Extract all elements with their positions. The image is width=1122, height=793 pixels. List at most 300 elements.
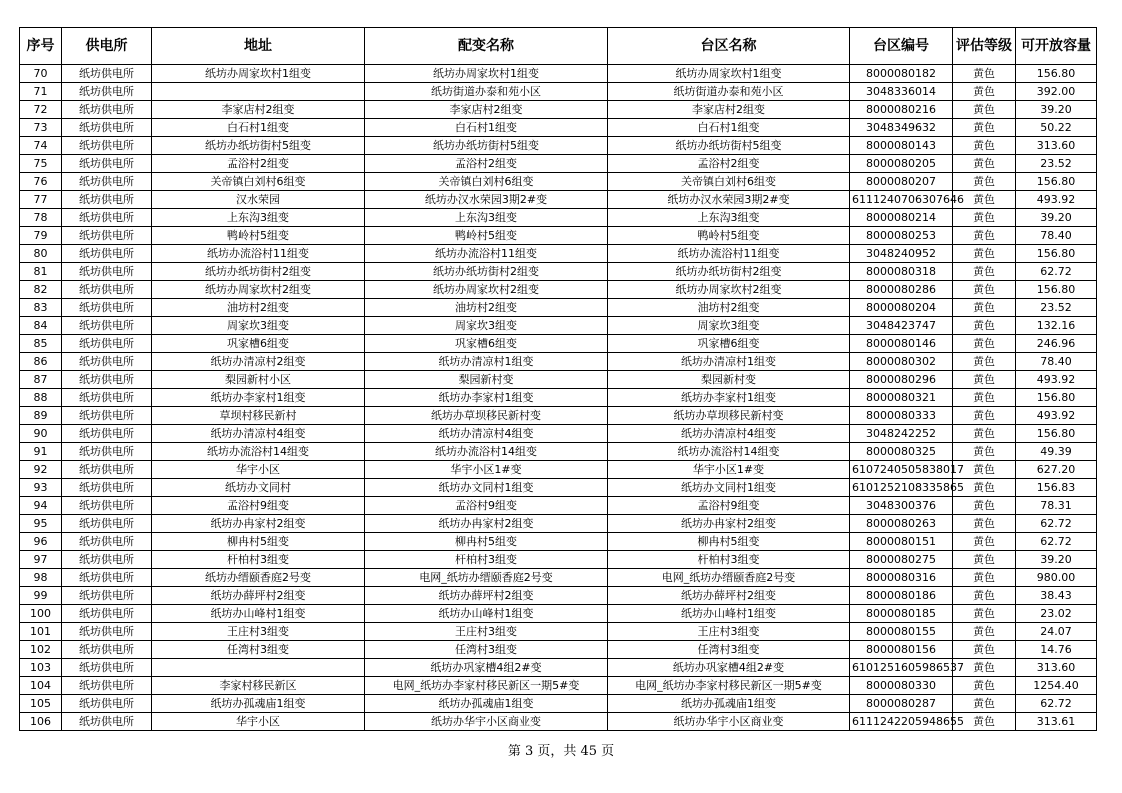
cell-transformer: 杆柏村3组变	[365, 551, 608, 569]
cell-transformer: 电网_纸坊办李家村移民新区一期5#变	[365, 677, 608, 695]
cell-area-code: 8000080321	[850, 389, 953, 407]
cell-station: 纸坊供电所	[62, 227, 152, 245]
cell-address: 纸坊办山峰村1组变	[152, 605, 365, 623]
cell-transformer: 纸坊办李家村1组变	[365, 389, 608, 407]
cell-capacity: 23.52	[1016, 155, 1097, 173]
cell-capacity: 156.80	[1016, 281, 1097, 299]
cell-transformer: 任湾村3组变	[365, 641, 608, 659]
cell-transformer: 纸坊办流浴村11组变	[365, 245, 608, 263]
cell-level: 黄色	[953, 65, 1016, 83]
cell-seq: 105	[20, 695, 62, 713]
cell-seq: 100	[20, 605, 62, 623]
cell-address: 鸭岭村5组变	[152, 227, 365, 245]
cell-address: 纸坊办孤魂庙1组变	[152, 695, 365, 713]
page-footer: 第 3 页，共 45 页	[507, 744, 615, 759]
cell-area-code: 8000080287	[850, 695, 953, 713]
cell-transformer: 电网_纸坊办缙颐香庭2号变	[365, 569, 608, 587]
cell-seq: 95	[20, 515, 62, 533]
cell-capacity: 313.60	[1016, 137, 1097, 155]
cell-level: 黄色	[953, 461, 1016, 479]
cell-area-code: 6111240706307646	[850, 191, 953, 209]
cell-seq: 90	[20, 425, 62, 443]
cell-level: 黄色	[953, 137, 1016, 155]
cell-capacity: 62.72	[1016, 695, 1097, 713]
cell-seq: 83	[20, 299, 62, 317]
table-row	[20, 119, 1097, 137]
cell-address: 巩家槽6组变	[152, 335, 365, 353]
cell-address: 李家村移民新区	[152, 677, 365, 695]
table-row	[20, 497, 1097, 515]
cell-station: 纸坊供电所	[62, 299, 152, 317]
table-row	[20, 533, 1097, 551]
cell-address: 纸坊办流浴村14组变	[152, 443, 365, 461]
cell-capacity: 156.80	[1016, 425, 1097, 443]
table-row	[20, 641, 1097, 659]
cell-capacity: 24.07	[1016, 623, 1097, 641]
cell-level: 黄色	[953, 299, 1016, 317]
cell-address: 纸坊办文同村	[152, 479, 365, 497]
table-row	[20, 353, 1097, 371]
table-body	[20, 65, 1097, 731]
table-row	[20, 281, 1097, 299]
cell-area-code: 8000080286	[850, 281, 953, 299]
cell-address: 华宇小区	[152, 713, 365, 731]
cell-station: 纸坊供电所	[62, 659, 152, 677]
header-seq: 序号	[20, 28, 62, 65]
cell-area-code: 6101251605986537	[850, 659, 953, 677]
cell-address: 白石村1组变	[152, 119, 365, 137]
cell-station: 纸坊供电所	[62, 479, 152, 497]
cell-level: 黄色	[953, 551, 1016, 569]
cell-level: 黄色	[953, 533, 1016, 551]
cell-capacity: 493.92	[1016, 407, 1097, 425]
table-row	[20, 587, 1097, 605]
cell-transformer: 纸坊办孤魂庙1组变	[365, 695, 608, 713]
cell-area-name: 纸坊办周家坎村2组变	[608, 281, 850, 299]
cell-level: 黄色	[953, 227, 1016, 245]
cell-seq: 101	[20, 623, 62, 641]
cell-seq: 104	[20, 677, 62, 695]
table-row	[20, 695, 1097, 713]
cell-seq: 86	[20, 353, 62, 371]
cell-level: 黄色	[953, 587, 1016, 605]
cell-transformer: 纸坊办周家坎村1组变	[365, 65, 608, 83]
cell-level: 黄色	[953, 407, 1016, 425]
cell-address: 梨园新村小区	[152, 371, 365, 389]
cell-seq: 74	[20, 137, 62, 155]
cell-area-name: 纸坊办山峰村1组变	[608, 605, 850, 623]
cell-address: 王庄村3组变	[152, 623, 365, 641]
cell-station: 纸坊供电所	[62, 533, 152, 551]
table-row	[20, 155, 1097, 173]
cell-area-code: 8000080186	[850, 587, 953, 605]
header-address: 地址	[152, 28, 365, 65]
cell-area-name: 关帝镇白刘村6组变	[608, 173, 850, 191]
header-transformer: 配变名称	[365, 28, 608, 65]
cell-area-code: 3048300376	[850, 497, 953, 515]
cell-area-name: 周家坎3组变	[608, 317, 850, 335]
cell-area-name: 柳冉村5组变	[608, 533, 850, 551]
cell-capacity: 493.92	[1016, 191, 1097, 209]
cell-level: 黄色	[953, 317, 1016, 335]
cell-transformer: 周家坎3组变	[365, 317, 608, 335]
header-area-code: 台区编号	[850, 28, 953, 65]
cell-level: 黄色	[953, 713, 1016, 731]
cell-area-code: 8000080151	[850, 533, 953, 551]
header-station: 供电所	[62, 28, 152, 65]
cell-capacity: 62.72	[1016, 263, 1097, 281]
cell-area-name: 纸坊办草坝移民新村变	[608, 407, 850, 425]
cell-capacity: 39.20	[1016, 209, 1097, 227]
cell-address: 孟浴村9组变	[152, 497, 365, 515]
cell-seq: 102	[20, 641, 62, 659]
cell-station: 纸坊供电所	[62, 191, 152, 209]
cell-station: 纸坊供电所	[62, 209, 152, 227]
cell-area-name: 纸坊办文同村1组变	[608, 479, 850, 497]
cell-area-name: 电网_纸坊办李家村移民新区一期5#变	[608, 677, 850, 695]
cell-transformer: 纸坊办纸坊街村5组变	[365, 137, 608, 155]
cell-area-name: 纸坊办清凉村1组变	[608, 353, 850, 371]
cell-capacity: 156.80	[1016, 65, 1097, 83]
cell-transformer: 关帝镇白刘村6组变	[365, 173, 608, 191]
cell-seq: 87	[20, 371, 62, 389]
cell-area-name: 纸坊办纸坊街村2组变	[608, 263, 850, 281]
cell-seq: 98	[20, 569, 62, 587]
data-table	[19, 27, 1097, 731]
cell-level: 黄色	[953, 659, 1016, 677]
cell-station: 纸坊供电所	[62, 407, 152, 425]
cell-station: 纸坊供电所	[62, 245, 152, 263]
cell-area-name: 纸坊办巩家槽4组2#变	[608, 659, 850, 677]
cell-area-name: 鸭岭村5组变	[608, 227, 850, 245]
cell-station: 纸坊供电所	[62, 173, 152, 191]
table-row	[20, 65, 1097, 83]
cell-level: 黄色	[953, 425, 1016, 443]
cell-area-code: 8000080296	[850, 371, 953, 389]
cell-capacity: 132.16	[1016, 317, 1097, 335]
cell-area-name: 纸坊办汉水荣园3期2#变	[608, 191, 850, 209]
header-row	[20, 28, 1097, 65]
cell-capacity: 493.92	[1016, 371, 1097, 389]
cell-area-code: 8000080155	[850, 623, 953, 641]
cell-station: 纸坊供电所	[62, 695, 152, 713]
cell-area-name: 纸坊街道办泰和苑小区	[608, 83, 850, 101]
cell-capacity: 313.60	[1016, 659, 1097, 677]
cell-transformer: 纸坊办薛坪村2组变	[365, 587, 608, 605]
cell-seq: 76	[20, 173, 62, 191]
cell-station: 纸坊供电所	[62, 83, 152, 101]
cell-level: 黄色	[953, 677, 1016, 695]
table-row	[20, 623, 1097, 641]
table-row	[20, 407, 1097, 425]
cell-area-code: 6107240505838017	[850, 461, 953, 479]
cell-capacity: 78.31	[1016, 497, 1097, 515]
cell-level: 黄色	[953, 641, 1016, 659]
cell-station: 纸坊供电所	[62, 371, 152, 389]
cell-station: 纸坊供电所	[62, 101, 152, 119]
table-row	[20, 479, 1097, 497]
cell-address: 纸坊办周家坎村1组变	[152, 65, 365, 83]
cell-capacity: 156.80	[1016, 245, 1097, 263]
cell-transformer: 纸坊办文同村1组变	[365, 479, 608, 497]
cell-capacity: 78.40	[1016, 227, 1097, 245]
cell-station: 纸坊供电所	[62, 263, 152, 281]
cell-area-code: 8000080214	[850, 209, 953, 227]
cell-area-code: 8000080330	[850, 677, 953, 695]
cell-capacity: 627.20	[1016, 461, 1097, 479]
cell-transformer: 柳冉村5组变	[365, 533, 608, 551]
cell-station: 纸坊供电所	[62, 281, 152, 299]
table-row	[20, 569, 1097, 587]
cell-area-name: 王庄村3组变	[608, 623, 850, 641]
cell-level: 黄色	[953, 695, 1016, 713]
table-row	[20, 245, 1097, 263]
cell-address: 任湾村3组变	[152, 641, 365, 659]
cell-station: 纸坊供电所	[62, 425, 152, 443]
cell-area-code: 8000080156	[850, 641, 953, 659]
cell-area-code: 8000080316	[850, 569, 953, 587]
cell-transformer: 纸坊办山峰村1组变	[365, 605, 608, 623]
cell-seq: 81	[20, 263, 62, 281]
cell-capacity: 49.39	[1016, 443, 1097, 461]
cell-area-code: 3048240952	[850, 245, 953, 263]
cell-station: 纸坊供电所	[62, 65, 152, 83]
cell-seq: 94	[20, 497, 62, 515]
cell-level: 黄色	[953, 479, 1016, 497]
cell-station: 纸坊供电所	[62, 389, 152, 407]
cell-area-code: 3048349632	[850, 119, 953, 137]
cell-area-code: 8000080204	[850, 299, 953, 317]
cell-transformer: 纸坊办周家坎村2组变	[365, 281, 608, 299]
cell-capacity: 62.72	[1016, 515, 1097, 533]
cell-seq: 103	[20, 659, 62, 677]
cell-station: 纸坊供电所	[62, 155, 152, 173]
cell-area-name: 纸坊办流浴村11组变	[608, 245, 850, 263]
table-row	[20, 461, 1097, 479]
cell-area-code: 8000080146	[850, 335, 953, 353]
cell-level: 黄色	[953, 497, 1016, 515]
cell-area-name: 杆柏村3组变	[608, 551, 850, 569]
cell-seq: 79	[20, 227, 62, 245]
cell-area-name: 梨园新村变	[608, 371, 850, 389]
cell-area-name: 电网_纸坊办缙颐香庭2号变	[608, 569, 850, 587]
table-row	[20, 713, 1097, 731]
cell-station: 纸坊供电所	[62, 317, 152, 335]
cell-area-name: 纸坊办薛坪村2组变	[608, 587, 850, 605]
cell-station: 纸坊供电所	[62, 605, 152, 623]
cell-transformer: 纸坊办清凉村1组变	[365, 353, 608, 371]
cell-area-name: 纸坊办李家村1组变	[608, 389, 850, 407]
cell-area-code: 6101252108335865	[850, 479, 953, 497]
cell-level: 黄色	[953, 155, 1016, 173]
cell-level: 黄色	[953, 281, 1016, 299]
cell-address: 上东沟3组变	[152, 209, 365, 227]
cell-transformer: 梨园新村变	[365, 371, 608, 389]
cell-area-name: 上东沟3组变	[608, 209, 850, 227]
cell-capacity: 38.43	[1016, 587, 1097, 605]
cell-level: 黄色	[953, 119, 1016, 137]
table-row	[20, 677, 1097, 695]
cell-level: 黄色	[953, 335, 1016, 353]
cell-station: 纸坊供电所	[62, 713, 152, 731]
cell-address	[152, 659, 365, 677]
cell-capacity: 156.80	[1016, 173, 1097, 191]
cell-transformer: 白石村1组变	[365, 119, 608, 137]
cell-area-code: 8000080318	[850, 263, 953, 281]
cell-address: 油坊村2组变	[152, 299, 365, 317]
cell-level: 黄色	[953, 263, 1016, 281]
cell-level: 黄色	[953, 389, 1016, 407]
table-row	[20, 209, 1097, 227]
cell-area-name: 李家店村2组变	[608, 101, 850, 119]
cell-station: 纸坊供电所	[62, 515, 152, 533]
cell-level: 黄色	[953, 515, 1016, 533]
cell-seq: 71	[20, 83, 62, 101]
cell-area-name: 油坊村2组变	[608, 299, 850, 317]
cell-station: 纸坊供电所	[62, 335, 152, 353]
cell-seq: 106	[20, 713, 62, 731]
cell-level: 黄色	[953, 101, 1016, 119]
cell-area-code: 8000080185	[850, 605, 953, 623]
cell-area-name: 纸坊办流浴村14组变	[608, 443, 850, 461]
cell-address: 纸坊办纸坊街村2组变	[152, 263, 365, 281]
cell-capacity: 62.72	[1016, 533, 1097, 551]
cell-area-name: 纸坊办清凉村4组变	[608, 425, 850, 443]
cell-address: 李家店村2组变	[152, 101, 365, 119]
cell-transformer: 纸坊办冉家村2组变	[365, 515, 608, 533]
cell-capacity: 246.96	[1016, 335, 1097, 353]
cell-seq: 85	[20, 335, 62, 353]
cell-area-code: 8000080207	[850, 173, 953, 191]
cell-area-code: 8000080325	[850, 443, 953, 461]
table-row	[20, 389, 1097, 407]
header-area-name: 台区名称	[608, 28, 850, 65]
cell-area-name: 纸坊办华宇小区商业变	[608, 713, 850, 731]
cell-level: 黄色	[953, 83, 1016, 101]
cell-transformer: 纸坊办流浴村14组变	[365, 443, 608, 461]
cell-level: 黄色	[953, 569, 1016, 587]
cell-seq: 93	[20, 479, 62, 497]
cell-capacity: 23.52	[1016, 299, 1097, 317]
cell-area-code: 8000080333	[850, 407, 953, 425]
cell-station: 纸坊供电所	[62, 119, 152, 137]
cell-transformer: 纸坊街道办泰和苑小区	[365, 83, 608, 101]
cell-level: 黄色	[953, 245, 1016, 263]
cell-capacity: 39.20	[1016, 101, 1097, 119]
cell-seq: 97	[20, 551, 62, 569]
cell-transformer: 巩家槽6组变	[365, 335, 608, 353]
cell-address: 孟浴村2组变	[152, 155, 365, 173]
cell-transformer: 华宇小区1#变	[365, 461, 608, 479]
cell-transformer: 孟浴村9组变	[365, 497, 608, 515]
cell-address: 纸坊办流浴村11组变	[152, 245, 365, 263]
cell-seq: 99	[20, 587, 62, 605]
cell-address: 纸坊办清凉村2组变	[152, 353, 365, 371]
cell-seq: 73	[20, 119, 62, 137]
cell-area-code: 3048423747	[850, 317, 953, 335]
cell-station: 纸坊供电所	[62, 677, 152, 695]
cell-capacity: 23.02	[1016, 605, 1097, 623]
cell-capacity: 50.22	[1016, 119, 1097, 137]
cell-area-name: 任湾村3组变	[608, 641, 850, 659]
header-level: 评估等级	[953, 28, 1016, 65]
cell-seq: 91	[20, 443, 62, 461]
table-row	[20, 371, 1097, 389]
cell-seq: 92	[20, 461, 62, 479]
table-row	[20, 101, 1097, 119]
cell-capacity: 392.00	[1016, 83, 1097, 101]
cell-area-name: 纸坊办周家坎村1组变	[608, 65, 850, 83]
table-row	[20, 263, 1097, 281]
table-row	[20, 191, 1097, 209]
cell-area-name: 纸坊办纸坊街村5组变	[608, 137, 850, 155]
cell-address: 柳冉村5组变	[152, 533, 365, 551]
cell-area-name: 巩家槽6组变	[608, 335, 850, 353]
cell-station: 纸坊供电所	[62, 569, 152, 587]
cell-area-code: 8000080275	[850, 551, 953, 569]
cell-capacity: 156.80	[1016, 389, 1097, 407]
cell-address: 纸坊办李家村1组变	[152, 389, 365, 407]
cell-address: 纸坊办缙颐香庭2号变	[152, 569, 365, 587]
cell-transformer: 孟浴村2组变	[365, 155, 608, 173]
cell-area-name: 白石村1组变	[608, 119, 850, 137]
cell-seq: 88	[20, 389, 62, 407]
table-row	[20, 659, 1097, 677]
cell-address: 纸坊办周家坎村2组变	[152, 281, 365, 299]
cell-station: 纸坊供电所	[62, 353, 152, 371]
cell-station: 纸坊供电所	[62, 587, 152, 605]
cell-transformer: 鸭岭村5组变	[365, 227, 608, 245]
cell-station: 纸坊供电所	[62, 623, 152, 641]
cell-transformer: 李家店村2组变	[365, 101, 608, 119]
table-row	[20, 443, 1097, 461]
cell-area-name: 纸坊办孤魂庙1组变	[608, 695, 850, 713]
cell-address: 周家坎3组变	[152, 317, 365, 335]
header-capacity: 可开放容量	[1016, 28, 1097, 65]
cell-area-code: 8000080205	[850, 155, 953, 173]
cell-seq: 82	[20, 281, 62, 299]
cell-seq: 75	[20, 155, 62, 173]
cell-transformer: 纸坊办华宇小区商业变	[365, 713, 608, 731]
cell-capacity: 1254.40	[1016, 677, 1097, 695]
cell-level: 黄色	[953, 353, 1016, 371]
cell-area-code: 8000080302	[850, 353, 953, 371]
cell-station: 纸坊供电所	[62, 137, 152, 155]
table-row	[20, 605, 1097, 623]
cell-level: 黄色	[953, 173, 1016, 191]
cell-capacity: 980.00	[1016, 569, 1097, 587]
table-row	[20, 173, 1097, 191]
cell-address: 纸坊办薛坪村2组变	[152, 587, 365, 605]
cell-level: 黄色	[953, 623, 1016, 641]
cell-area-code: 8000080253	[850, 227, 953, 245]
cell-area-name: 孟浴村2组变	[608, 155, 850, 173]
table-row	[20, 299, 1097, 317]
cell-seq: 96	[20, 533, 62, 551]
cell-transformer: 王庄村3组变	[365, 623, 608, 641]
cell-seq: 72	[20, 101, 62, 119]
cell-transformer: 上东沟3组变	[365, 209, 608, 227]
cell-address: 杆柏村3组变	[152, 551, 365, 569]
table-row	[20, 137, 1097, 155]
cell-capacity: 156.83	[1016, 479, 1097, 497]
cell-address: 关帝镇白刘村6组变	[152, 173, 365, 191]
cell-area-code: 3048336014	[850, 83, 953, 101]
table-row	[20, 335, 1097, 353]
cell-address: 纸坊办冉家村2组变	[152, 515, 365, 533]
table-row	[20, 515, 1097, 533]
cell-level: 黄色	[953, 371, 1016, 389]
